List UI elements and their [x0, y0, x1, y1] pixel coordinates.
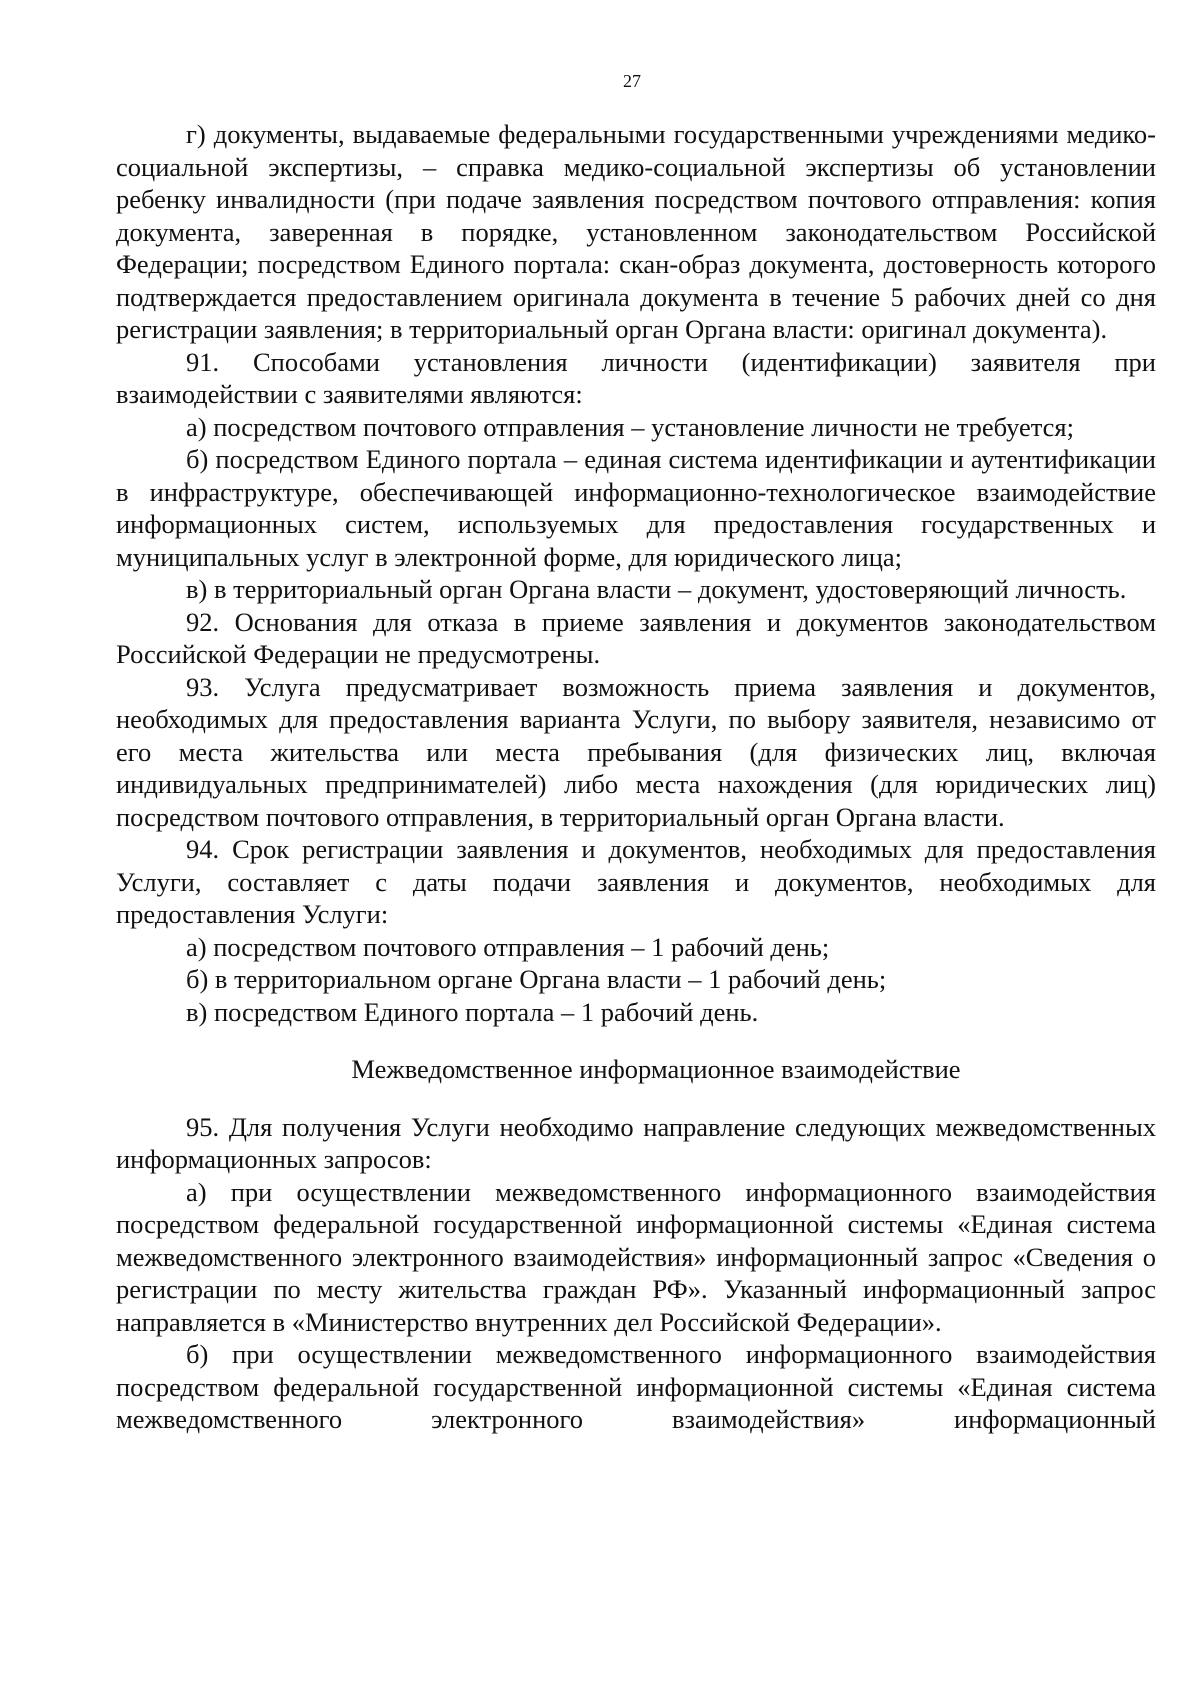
section-heading: Межведомственное информационное взаимодействие [351, 1054, 961, 1084]
paragraph-95: 95. Для получения Услуги необходимо направление следующих межведомственных информационных запросов: [116, 1111, 1156, 1174]
paragraph-94: 94. Срок регистрации заявления и документов, необходимых для предоставления Услуги, составляет с даты подачи заявления и документов, необходимых для предоставления Услуги: [116, 834, 1156, 929]
paragraph-93: 93. Услуга предусматривает возможность приема заявления и документов, необходимых для предоставления варианта Услуги, по выбору заявителя, независимо от его места жительства или места пребывания (для физических лиц, включая индивидуальных предпринимателей) либо места нахождения (для юридических лиц) посредством почтового отправления, в территориальный орган Органа власти. [116, 671, 1156, 832]
paragraph-91-a: а) посредством почтового отправления – установление личности не требуется; [186, 411, 1074, 442]
paragraph-94-a: а) посредством почтового отправления – 1 рабочий день; [186, 931, 830, 962]
paragraph-91-v: в) в территориальный орган Органа власти – документ, удостоверяющий личность. [186, 574, 1127, 604]
paragraph-91: 91. Способами установления личности (идентификации) заявителя при взаимодействии с заявителями являются: [116, 346, 1156, 409]
paragraph-94-b: б) в территориальном органе Органа власти – 1 рабочий день; [186, 964, 887, 994]
paragraph-g-documents: г) документы, выдаваемые федеральными государственными учреждениями медико-социальной экспертизы, – справка медико-социальной экспертизы об установлении ребенку инвалидности (при подаче заявления посредством почтового отправления: копия документа, заверенная в порядке, установленном законодательством Российской Федерации; посредством Единого портала: скан-образ документа, достоверность которого подтверждается предоставлением оригинала документа в течение 5 рабочих дней со дня регистрации заявления; в территориальный орган Органа власти: оригинал документа). [116, 119, 1156, 344]
document-body [116, 118, 1156, 1436]
paragraph-92: 92. Основания для отказа в приеме заявления и документов законодательством Российской Федерации не предусмотрены. [116, 606, 1156, 669]
paragraph-91-b: б) посредством Единого портала – единая система идентификации и аутентификации в инфраструктуре, обеспечивающей информационно-технологическое взаимодействие информационных систем, используемых для предоставления государственных и муниципальных услуг в электронной форме, для юридического лица; [116, 444, 1156, 572]
page-number: 27 [623, 71, 641, 91]
paragraph-94-v: в) посредством Единого портала – 1 рабочий день. [186, 996, 759, 1027]
paragraph-95-a: а) при осуществлении межведомственного информационного взаимодействия посредством федеральной государственной информационной системы «Единая система межведомственного электронного взаимодействия» информационный запрос «Сведения о регистрации по месту жительства граждан РФ». Указанный информационный запрос направляется в «Министерство внутренних дел Российской Федерации». [116, 1176, 1156, 1337]
paragraph-95-b: б) при осуществлении межведомственного информационного взаимодействия посредством федеральной государственной информационной системы «Единая система межведомственного электронного взаимодействия» информационный [116, 1339, 1156, 1434]
